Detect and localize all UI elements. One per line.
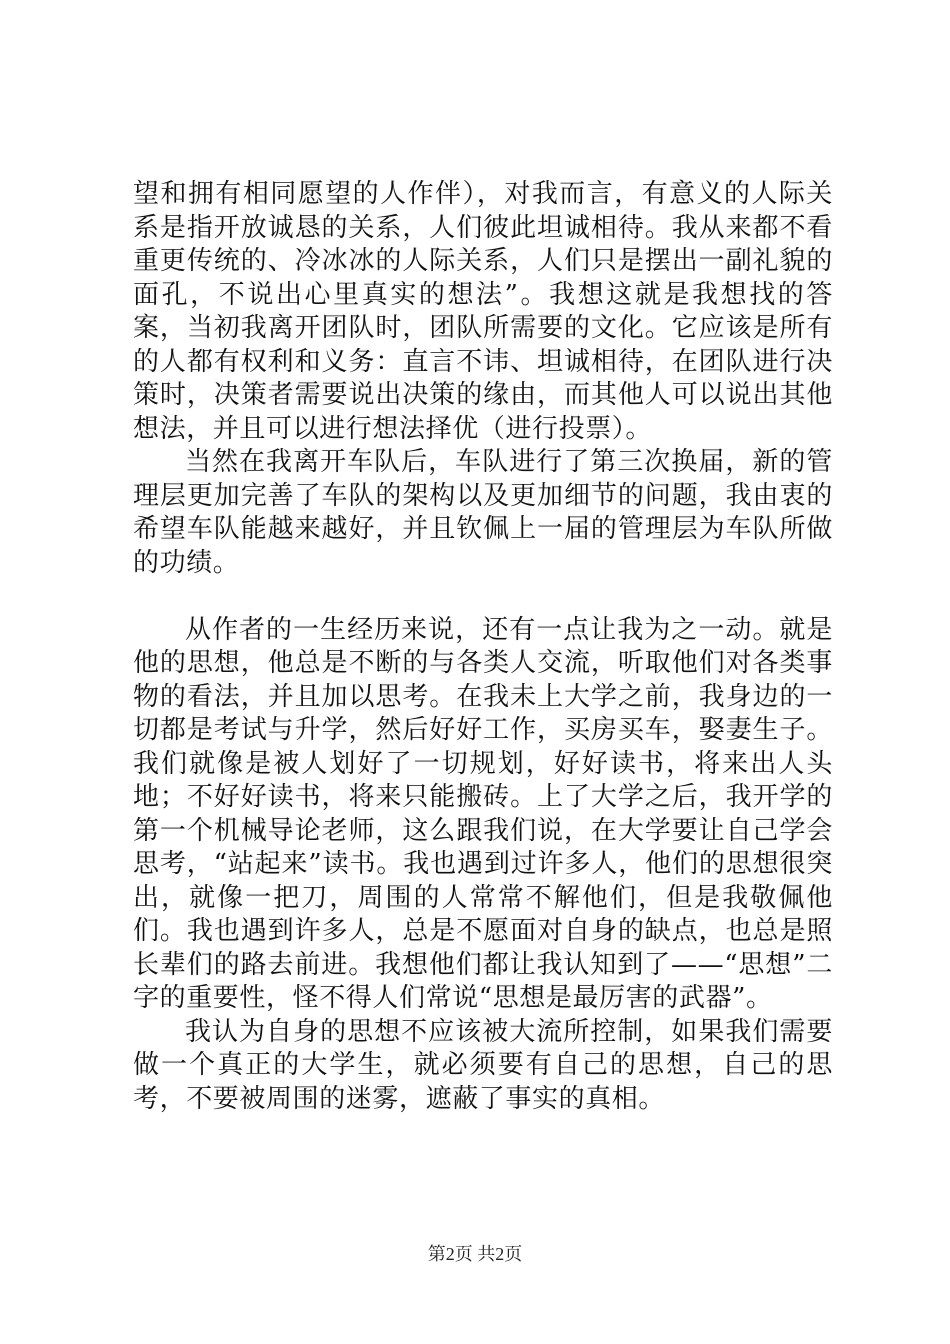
document-body bbox=[133, 178, 833, 1116]
paragraph-team-transition: 当然在我离开车队后，车队进行了第三次换届，新的管理层更加完善了车队的架构以及更加细节的问题，我由衷的希望车队能越来越好，并且钦佩上一届的管理层为车队所做的功绩。 bbox=[133, 447, 833, 578]
paragraph-thinking: 从作者的一生经历来说，还有一点让我为之一动。就是他的思想，他总是不断的与各类人交流，听取他们对各类事物的看法，并且加以思考。在我未上大学之前，我身边的一切都是考试与升学，然后好好工作，买房买车，娶妻生子。我们就像是被人划好了一切规划，好好读书，将来出人头地；不好好读书，将来只能搬砖。上了大学之后，我开学的第一个机械导论老师，这么跟我们说，在大学要让自己学会思考，“站起来”读书。我也遇到过许多人，他们的思想很突出，就像一把刀，周围的人常常不解他们，但是我敬佩他们。我也遇到许多人，总是不愿面对自身的缺点，也总是照长辈们的路去前进。我想他们都让我认知到了——“思想”二字的重要性，怪不得人们常说“思想是最厉害的武器”。 bbox=[133, 614, 833, 1013]
page-footer: 第2页 共2页 bbox=[427, 1244, 523, 1264]
paragraph-continued: 望和拥有相同愿望的人作伴），对我而言，有意义的人际关系是指开放诚恳的关系，人们彼此坦诚相待。我从来都不看重更传统的、冷冰冰的人际关系，人们只是摆出一副礼貌的面孔，不说出心里真实的想法”。我想这就是我想找的答案，当初我离开团队时，团队所需要的文化。它应该是所有的人都有权利和义务：直言不讳、坦诚相待，在团队进行决策时，决策者需要说出决策的缘由，而其他人可以说出其他想法，并且可以进行想法择优（进行投票）。 bbox=[133, 179, 833, 444]
paragraph-conclusion: 我认为自身的思想不应该被大流所控制，如果我们需要做一个真正的大学生，就必须要有自己的思想，自己的思考，不要被周围的迷雾，遮蔽了事实的真相。 bbox=[133, 1016, 833, 1114]
